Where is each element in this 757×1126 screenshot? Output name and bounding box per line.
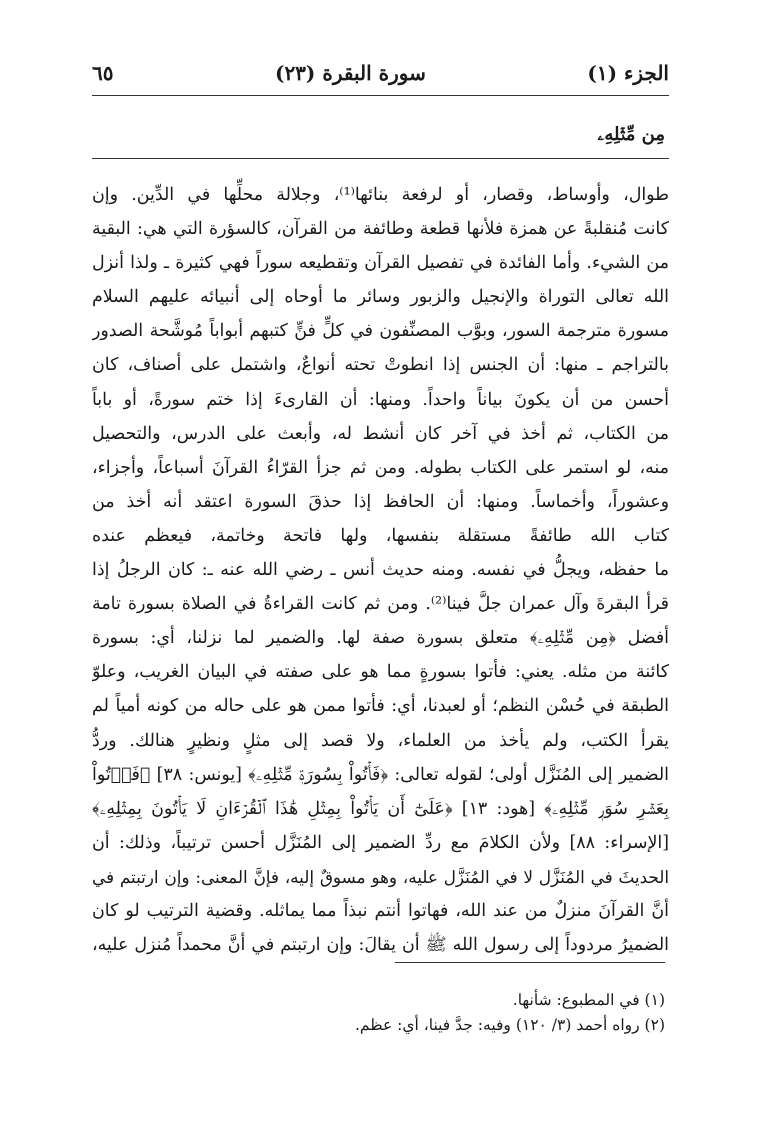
text-line: أفضل ﴿مِن مِّثۡلِهِۦ﴾ متعلق بسورة صفة لها. والضمير لما نزلنا، أي: بسورة <box>92 628 669 649</box>
text-line: كانت مُنقلبةً عن همزة فلأنها قطعة وطائفة من القرآن، كالسؤرة التي هي: البقية <box>92 219 669 240</box>
text-line: طوال، وأوساط، وقصار، أو لرفعة بنائها⁽¹⁾، وجلالة محلِّها في الدِّين. وإن <box>92 185 669 205</box>
text-line: من الكتاب، ثم أخذ في آخر كان أنشط له، وأبعث على الدرس، والتحصيل <box>92 423 669 444</box>
running-header <box>92 56 669 90</box>
footnote-rule <box>395 962 665 963</box>
text-line: الطبقة في حُسْن النظم؛ أو لعبدنا، أي: فأتوا ممن هو على حاله من كونه أمياً لم <box>92 696 669 717</box>
text-line: كائنة من مثله. يعني: فأتوا بسورةٍ مما هو على صفته في البيان الغريب، وعلوّ <box>92 662 669 683</box>
text-line: الضميرُ مردوداً إلى رسول الله ﷺ أن يقالَ: وإن ارتبتم في أنَّ محمداً مُنزل عليه، <box>92 935 669 956</box>
text-line: الحديثَ في المُنَزَّل لا في المُنَزَّل عليه، وهو مسوقٌ إليه، فإنَّ المعنى: وإن ارتبتم في <box>92 866 669 887</box>
text-line: أنَّ القرآنَ منزلٌ من عند الله، فهاتوا أنتم نبذاً مما يماثله. وقضية الترتيب لو كان <box>92 900 669 921</box>
text-line: أحسن من أن يكونَ بياناً واحداً. ومنها: أن القارىءَ إذا ختم سورةً، أو باباً <box>92 389 669 410</box>
text-line: ما حفظه، ويجلُّ في نفسه. ومنه حديث أنس ـ رضي الله عنه ـ: كان الرجلُ إذا <box>92 560 669 581</box>
footnotes <box>88 988 665 1038</box>
body-text <box>92 178 669 962</box>
text-line: كتاب الله طائفةً مستقلة بنفسها، ولها فاتحة وخاتمة، فيعظم عنده <box>92 525 669 546</box>
header-rule <box>92 95 669 96</box>
text-line: [الإسراء: ٨٨] ولأن الكلامَ مع ردِّ الضمير إلى المُنَزَّل أحسن ترتيباً، وذلك: أن <box>92 832 669 853</box>
footnote-2: (٢) رواه أحمد (٣/ ١٢٠) وفيه: جدَّ فينا، أي: عظم. <box>355 1016 665 1034</box>
text-line: الضمير إلى المُنَزَّل أولى؛ لقوله تعالى: ﴿فَأۡتُواْ بِسُورَةٖ مِّثۡلِهِۦ﴾ [يونس: ٣٨] ﴿فَأۡتُواْ <box>92 764 669 785</box>
text-line: وعشوراً، وأخماساً. ومنها: أن الحافظ إذا حذقَ السورة اعتقد أنه أخذ من <box>92 491 669 512</box>
text-line: منه، لو استمر على الكتاب بطوله. ومن ثم جزأ القرّاءُ القرآنَ أسباعاً، وأجزاء، <box>92 457 669 478</box>
text-line: قرأ البقرةَ وآل عمران جلَّ فينا⁽²⁾. ومن ثم كانت القراءةُ في الصلاة بسورة تامة <box>92 594 669 615</box>
surah-title: سورة البقرة (٢٣) <box>274 61 426 85</box>
text-line: بالتراجم ـ منها: أن الجنس إذا انطوتْ تحته أنواعٌ، واشتمل على أصناف، كان <box>92 355 669 376</box>
page-number: ٦٥ <box>92 61 114 85</box>
text-line: الله تعالى التوراة والإنجيل والزبور وسائر ما أوحاه إلى أنبيائه عليهم السلام <box>92 287 669 308</box>
footnote-1: (١) في المطبوع: شأنها. <box>512 991 665 1009</box>
lemma-rule <box>92 158 669 159</box>
text-line: من الشيء. وأما الفائدة في تفصيل القرآن وتقطيعه سوراً فهي كثيرة ـ ولذا أنزل <box>92 253 669 274</box>
part-label: الجزء (١) <box>587 61 669 85</box>
text-line: يقرأ الكتب، ولم يأخذ من العلماء، ولا قصد إلى مثلٍ ونظيرٍ هنالك. وردُّ <box>92 730 669 751</box>
text-line: بِعَشۡرِ سُوَرٖ مِّثۡلِهِۦ﴾ [هود: ١٣] ﴿عَلَىٰٓ أَن يَأۡتُواْ بِمِثۡلِ هَٰذَا ٱلۡقُرۡءَانِ لَا يَأۡتُونَ بِمِثۡلِهِۦ﴾ <box>92 798 669 819</box>
lemma-heading: مِن مِّثۡلِهِۦ <box>597 124 665 145</box>
text-line: مسورة مترجمة السور، وبوَّب المصنِّفون في كلٍّ فنٍّ كتبهم أبواباً مُوشَّحة الصدور <box>92 321 669 342</box>
